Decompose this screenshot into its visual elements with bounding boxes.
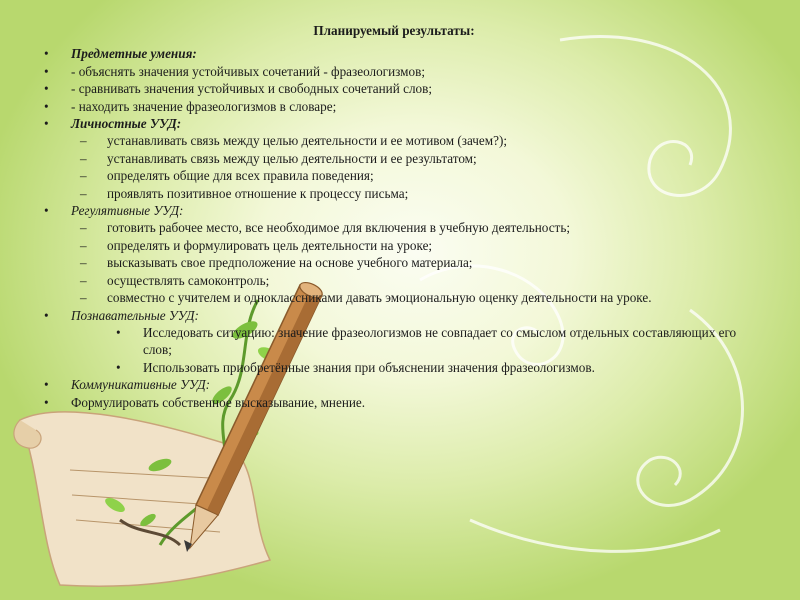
list-item <box>44 272 744 289</box>
bullet-marker: • <box>116 324 121 340</box>
list-item <box>44 63 744 80</box>
list-item-text: Предметные умения: <box>71 46 197 62</box>
list-item <box>44 376 744 393</box>
list-item <box>44 237 744 254</box>
list-item <box>44 80 744 97</box>
list-item-text: Регулятивные УУД: <box>71 203 184 219</box>
bullet-marker: – <box>80 272 87 288</box>
list-item-text: совместно с учителем и одноклассниками давать эмоциональную оценку деятельности на уроке. <box>107 290 652 306</box>
bullet-marker: – <box>80 133 87 149</box>
list-item-text: - сравнивать значения устойчивых и свободных сочетаний слов; <box>71 81 433 97</box>
list-item <box>44 98 744 115</box>
list-item <box>44 307 744 324</box>
list-item <box>44 45 744 62</box>
list-item-text: определять общие для всех правила поведения; <box>107 168 374 184</box>
list-item <box>44 394 744 411</box>
list-item <box>44 254 744 271</box>
bullet-list <box>44 45 744 411</box>
bullet-marker: – <box>80 220 87 236</box>
list-item-text: - объяснять значения устойчивых сочетаний - фразеологизмов; <box>71 63 426 79</box>
list-item-text: Личностные УУД: <box>71 116 182 132</box>
bullet-marker: – <box>80 168 87 184</box>
bullet-marker: • <box>116 359 121 375</box>
list-item-text: Познавательные УУД: <box>71 307 199 323</box>
bullet-marker: – <box>80 290 87 306</box>
bullet-marker: • <box>44 46 49 62</box>
list-item <box>44 289 744 306</box>
list-item <box>44 324 744 359</box>
bullet-marker: • <box>44 394 49 410</box>
list-item-text: проявлять позитивное отношение к процессу письма; <box>107 185 409 201</box>
bullet-marker: • <box>44 116 49 132</box>
list-item <box>44 167 744 184</box>
list-item-text: устанавливать связь между целью деятельности и ее результатом; <box>107 150 477 166</box>
list-item-text: устанавливать связь между целью деятельности и ее мотивом (зачем?); <box>107 133 508 149</box>
list-item <box>44 185 744 202</box>
list-item <box>44 150 744 167</box>
list-item-text: осуществлять самоконтроль; <box>107 272 270 288</box>
slide-title: Планируемый результаты: <box>313 23 475 38</box>
list-item-text: Использовать приобретённые знания при объяснении значения фразеологизмов. <box>143 359 595 375</box>
bullet-marker: • <box>44 63 49 79</box>
list-item <box>44 202 744 219</box>
list-item-text: определять и формулировать цель деятельности на уроке; <box>107 237 433 253</box>
list-item-text: - находить значение фразеологизмов в словаре; <box>71 98 337 114</box>
list-item-text: высказывать свое предположение на основе учебного материала; <box>107 255 473 271</box>
list-item <box>44 219 744 236</box>
bullet-marker: • <box>44 307 49 323</box>
list-item-text: Исследовать ситуацию: значение фразеологизмов не совпадает со смыслом отдельных составляющих его слов; <box>143 324 737 358</box>
slide-content <box>44 22 744 411</box>
list-item-text: готовить рабочее место, все необходимое для включения в учебную деятельность; <box>107 220 570 236</box>
list-item-text: Коммуникативные УУД: <box>71 377 211 393</box>
bullet-marker: • <box>44 81 49 97</box>
list-item <box>44 115 744 132</box>
list-item <box>44 132 744 149</box>
bullet-marker: – <box>80 150 87 166</box>
list-item-text: Формулировать собственное высказывание, мнение. <box>71 394 366 410</box>
list-item <box>44 359 744 376</box>
bullet-marker: • <box>44 98 49 114</box>
bullet-marker: • <box>44 377 49 393</box>
bullet-marker: – <box>80 255 87 271</box>
bullet-marker: • <box>44 203 49 219</box>
bullet-marker: – <box>80 237 87 253</box>
bullet-marker: – <box>80 185 87 201</box>
